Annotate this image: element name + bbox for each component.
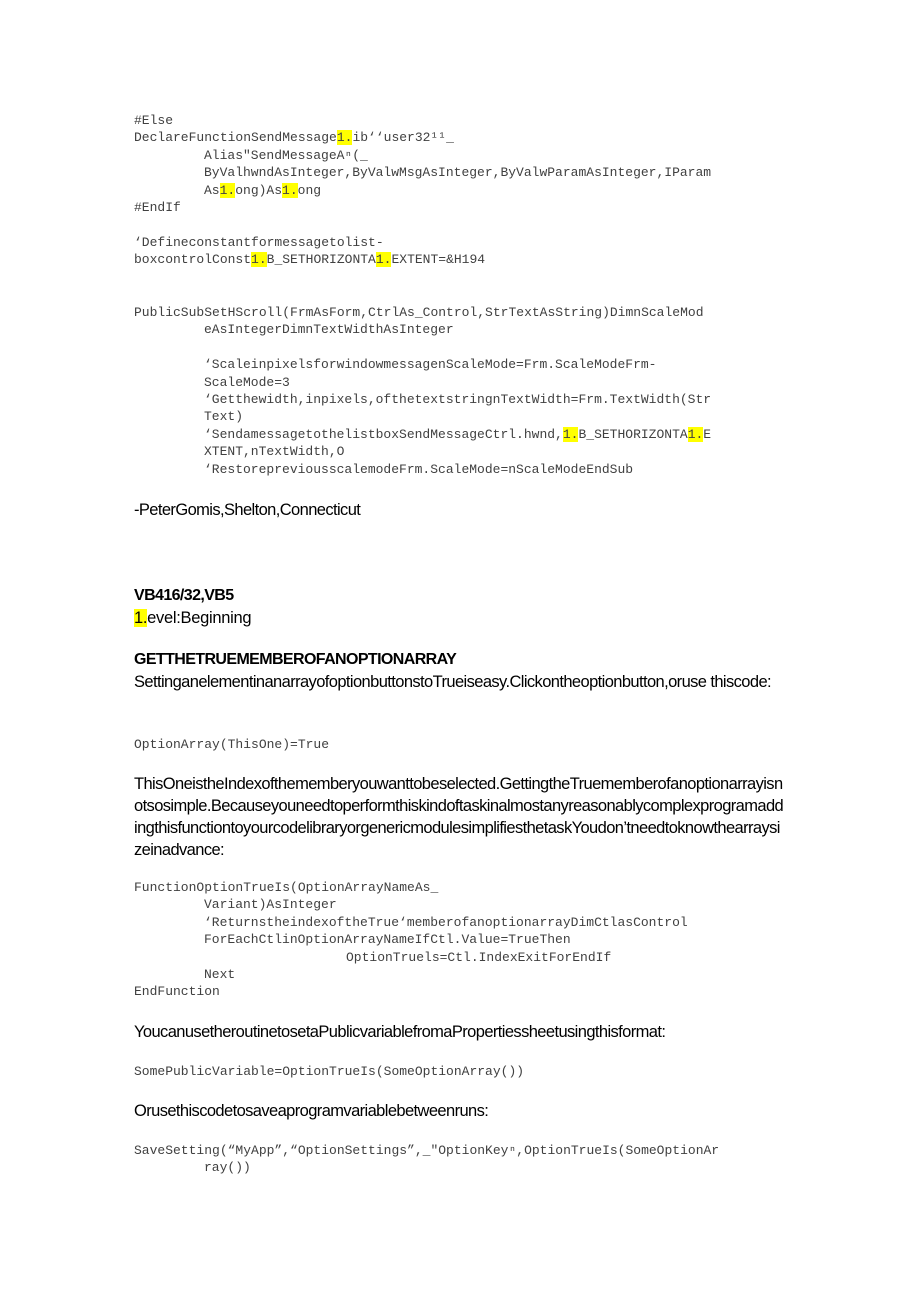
code-line: ‘Getthewidth,inpixels,ofthetextstringnTextWidth=Frm.TextWidth(Str	[204, 392, 712, 408]
code-line: ‘RestorepreviousscalemodeFrm.ScaleMode=nScaleModeEndSub	[204, 461, 634, 477]
code-block-declare	[134, 112, 711, 216]
code-line: Text)	[204, 409, 244, 425]
highlight: 1.	[562, 426, 579, 442]
article-title: GETTHETRUEMEMBEROFANOPTIONARRAY	[134, 651, 457, 668]
code-line: ‘SendamessagetothelistboxSendMessageCtrl.hwnd,1.B_SETHORIZONTA1.E	[204, 426, 712, 442]
code-line: ray())	[204, 1160, 251, 1176]
code-line: ByValhwndAsInteger,ByValwMsgAsInteger,ByValwParamAsInteger,IParam	[204, 165, 712, 181]
author-credit: -PeterGomis,Shelton,Connecticut	[134, 501, 361, 519]
code-line: Next	[204, 967, 236, 983]
code-line: SaveSetting(“MyApp”,“OptionSettings”,_"OptionKeyⁿ,OptionTrueIs(SomeOptionAr	[134, 1143, 720, 1158]
version-label: VB416/32,VB5	[134, 587, 234, 604]
highlight: 1.	[375, 252, 392, 268]
code-line: Variant)AsInteger	[204, 897, 337, 913]
code-line: XTENT,nTextWidth,O	[204, 444, 345, 460]
code-line: eAsIntegerDimnTextWidthAsInteger	[204, 322, 454, 338]
highlight: 1.	[282, 182, 298, 198]
code-line: #Else	[134, 113, 174, 128]
code-line: boxcontrolConst1.B_SETHORIZONTA1.EXTENT=&H194	[134, 252, 486, 268]
code-line: DeclareFunctionSendMessage1.ib‘‘user32¹¹_	[134, 130, 454, 146]
code-line-optionarray: OptionArray(ThisOne)=True	[134, 737, 330, 752]
code-block-sethscroll	[134, 304, 711, 478]
paragraph-explanation: ThisOneistheIndexofthememberyouwanttobeselected.GettingtheTruememberofanoptionarrayisnotsosimple.BecauseyouneedtoperformthiskindoftaskinalmostanyreasonablycomplexprogramaddingthisfunctiontoyourcodelibraryorgenericmodulesimplifiesthetaskYoudon’tneedtoknowthearraysizeinadvance:	[134, 775, 784, 859]
code-line: EndFunction	[134, 984, 220, 1000]
level-label: 1.evel:Beginning	[134, 609, 252, 627]
code-line: ForEachCtlinOptionArrayNameIfCtl.Value=TrueThen	[204, 932, 571, 948]
code-line: PublicSubSetHScroll(FrmAsForm,CtrlAs_Control,StrTextAsString)DimnScaleMod	[134, 305, 704, 320]
paragraph-public-variable: YoucanusetheroutinetosetaPublicvariablefromaPropertiessheetusingthisformat:	[134, 1023, 666, 1041]
code-line: As1.ong)As1.ong	[204, 182, 322, 198]
code-line: OptionTruels=Ctl.IndexExitForEndIf	[346, 949, 612, 965]
highlight: 1.	[687, 426, 704, 442]
code-block-constant	[134, 234, 485, 269]
highlight: 1.	[251, 252, 267, 268]
code-line: ScaleMode=3	[204, 374, 290, 390]
paragraph-save-setting: Orusethiscodetosaveaprogramvariablebetweenruns:	[134, 1102, 489, 1120]
code-block-savesetting	[134, 1142, 719, 1177]
paragraph-intro: SettinganelementinanarrayofoptionbuttonstoTrueiseasy.Clickontheoptionbutton,oruse thiscode:	[134, 673, 772, 691]
code-line: ‘ScaleinpixelsforwindowmessagenScaleMode=Frm.ScaleModeFrm-	[204, 357, 657, 373]
highlight: 1.	[336, 130, 353, 146]
highlight: 1.	[219, 182, 236, 198]
code-block-function	[134, 879, 688, 1001]
code-line: ‘ReturnstheindexoftheTrue‘memberofanoptionarrayDimCtlasControl	[204, 914, 688, 930]
code-line: #EndIf	[134, 200, 181, 216]
highlight: 1.	[134, 609, 148, 627]
code-line: Alias"SendMessageAⁿ(_	[204, 147, 368, 163]
code-line: ‘Defineconstantformessagetolist-	[134, 235, 384, 250]
code-line: FunctionOptionTrueIs(OptionArrayNameAs_	[134, 880, 439, 895]
code-line-somepublicvariable: SomePublicVariable=OptionTrueIs(SomeOptionArray())	[134, 1064, 525, 1079]
